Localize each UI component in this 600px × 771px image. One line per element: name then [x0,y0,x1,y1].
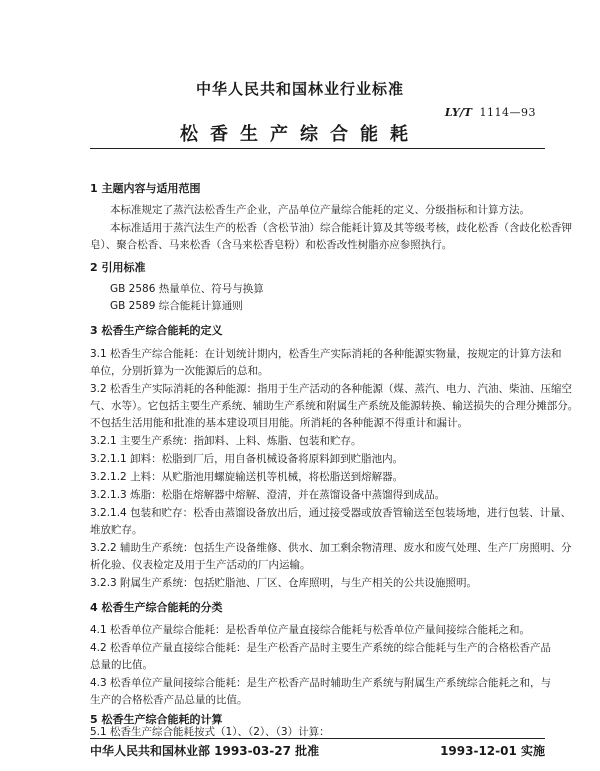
section-2-heading: 2 引用标准 [90,261,146,274]
issuing-body: 中华人民共和国林业行业标准 [195,80,404,98]
clause-3-2-1-4-line-2: 堆放贮存。 [90,524,143,536]
section-5-heading: 5 松香生产综合能耗的计算 [90,713,223,726]
clause-4-2-line-1: 4.2 松香单位产量直接综合能耗：是生产松香产品时主要生产系统的综合能耗与生产的合格松香产品 [90,642,552,654]
clause-3-2-line-2: 气、水等）。它包括主要生产系统、辅助生产系统和附属生产系统及能源转换、输送损失的合理分摊部分。 [90,400,579,412]
clause-3-2-2-line-1: 3.2.2 辅助生产系统：包括生产设备维修、供水、加工剩余物清理、废水和废气处理、生产厂房照明、分 [90,542,572,554]
section-1-para-2-line-2: 皂）、聚合松香、马来松香（含马来松香皂粉）和松香改性树脂亦应参照执行。 [90,239,453,251]
clause-3-1-line-2: 单位，分别折算为一次能源后的总和。 [90,365,269,377]
clause-4-3-line-2: 生产的合格松香产品总量的比值。 [90,694,248,706]
clause-3-2-1-2: 3.2.1.2 上料：从贮脂池用螺旋输送机等机械，将松脂送到熔解器。 [90,471,404,483]
reference-gb2586: GB 2586 热量单位、符号与换算 [110,283,264,295]
document-title: 松香生产综合能耗 [180,124,420,145]
clause-3-2-line-1: 3.2 松香生产实际消耗的各种能源：指用于生产活动的各种能源（煤、蒸汽、电力、汽油、柴油、压缩空 [90,383,573,395]
standard-code [445,106,536,119]
section-3-heading: 3 松香生产综合能耗的定义 [90,324,223,337]
approval-line: 中华人民共和国林业部 1993-03-27 批准 [90,744,320,758]
clause-3-2-1-1: 3.2.1.1 卸料：松脂到厂后，用自备机械设备将原料卸到贮脂池内。 [90,453,404,465]
clause-4-1: 4.1 松香单位产量综合能耗：是松香单位产量直接综合能耗与松香单位产量间接综合能耗之和。 [90,624,531,636]
clause-5-1: 5.1 松香生产综合能耗按式（1）、（2）、（3）计算： [90,726,330,738]
footer-divider [90,738,545,739]
standard-code-number: 1114—93 [479,106,536,119]
clause-3-1-line-1: 3.1 松香生产综合能耗：在计划统计期内，松香生产实际消耗的各种能源实物量，按规定的计算方法和 [90,348,562,360]
clause-4-2-line-2: 总量的比值。 [90,659,153,671]
clause-3-2-1-3: 3.2.1.3 炼脂：松脂在熔解器中熔解、澄清，并在蒸馏设备中蒸馏得到成品。 [90,489,446,501]
clause-3-2-1: 3.2.1 主要生产系统：指卸料、上料、炼脂、包装和贮存。 [90,435,362,447]
standard-code-prefix: LY/T [444,106,472,119]
clause-3-2-2-line-2: 析化验、仪表检定及用于生产活动的厂内运输。 [90,559,311,571]
effective-date-line: 1993-12-01 实施 [440,744,545,758]
reference-gb2589: GB 2589 综合能耗计算通则 [110,300,243,312]
section-4-heading: 4 松香生产综合能耗的分类 [90,601,223,614]
header-divider [90,148,545,149]
clause-4-3-line-1: 4.3 松香单位产量间接综合能耗：是生产松香产品时辅助生产系统与附属生产系统综合能耗之和，与 [90,677,552,689]
clause-3-2-3: 3.2.3 附属生产系统：包括贮脂池、厂区、仓库照明，与生产相关的公共设施照明。 [90,577,478,589]
clause-3-2-line-3: 不包括生活用能和批准的基本建设项目用能。所消耗的各种能源不得重计和漏计。 [90,417,468,429]
section-1-heading: 1 主题内容与适用范围 [90,182,201,195]
section-1-para-1: 本标准规定了蒸汽法松香生产企业，产品单位产量综合能耗的定义、分级指标和计算方法。 [110,204,530,216]
section-1-para-2-line-1: 本标准适用于蒸汽法生产的松香（含松节油）综合能耗计算及其等级考核，歧化松香（含歧化松香钾 [110,222,572,234]
clause-3-2-1-4-line-1: 3.2.1.4 包装和贮存：松香由蒸馏设备放出后，通过接受器或放香管输送至包装场地，进行包装、计量、 [90,507,572,519]
